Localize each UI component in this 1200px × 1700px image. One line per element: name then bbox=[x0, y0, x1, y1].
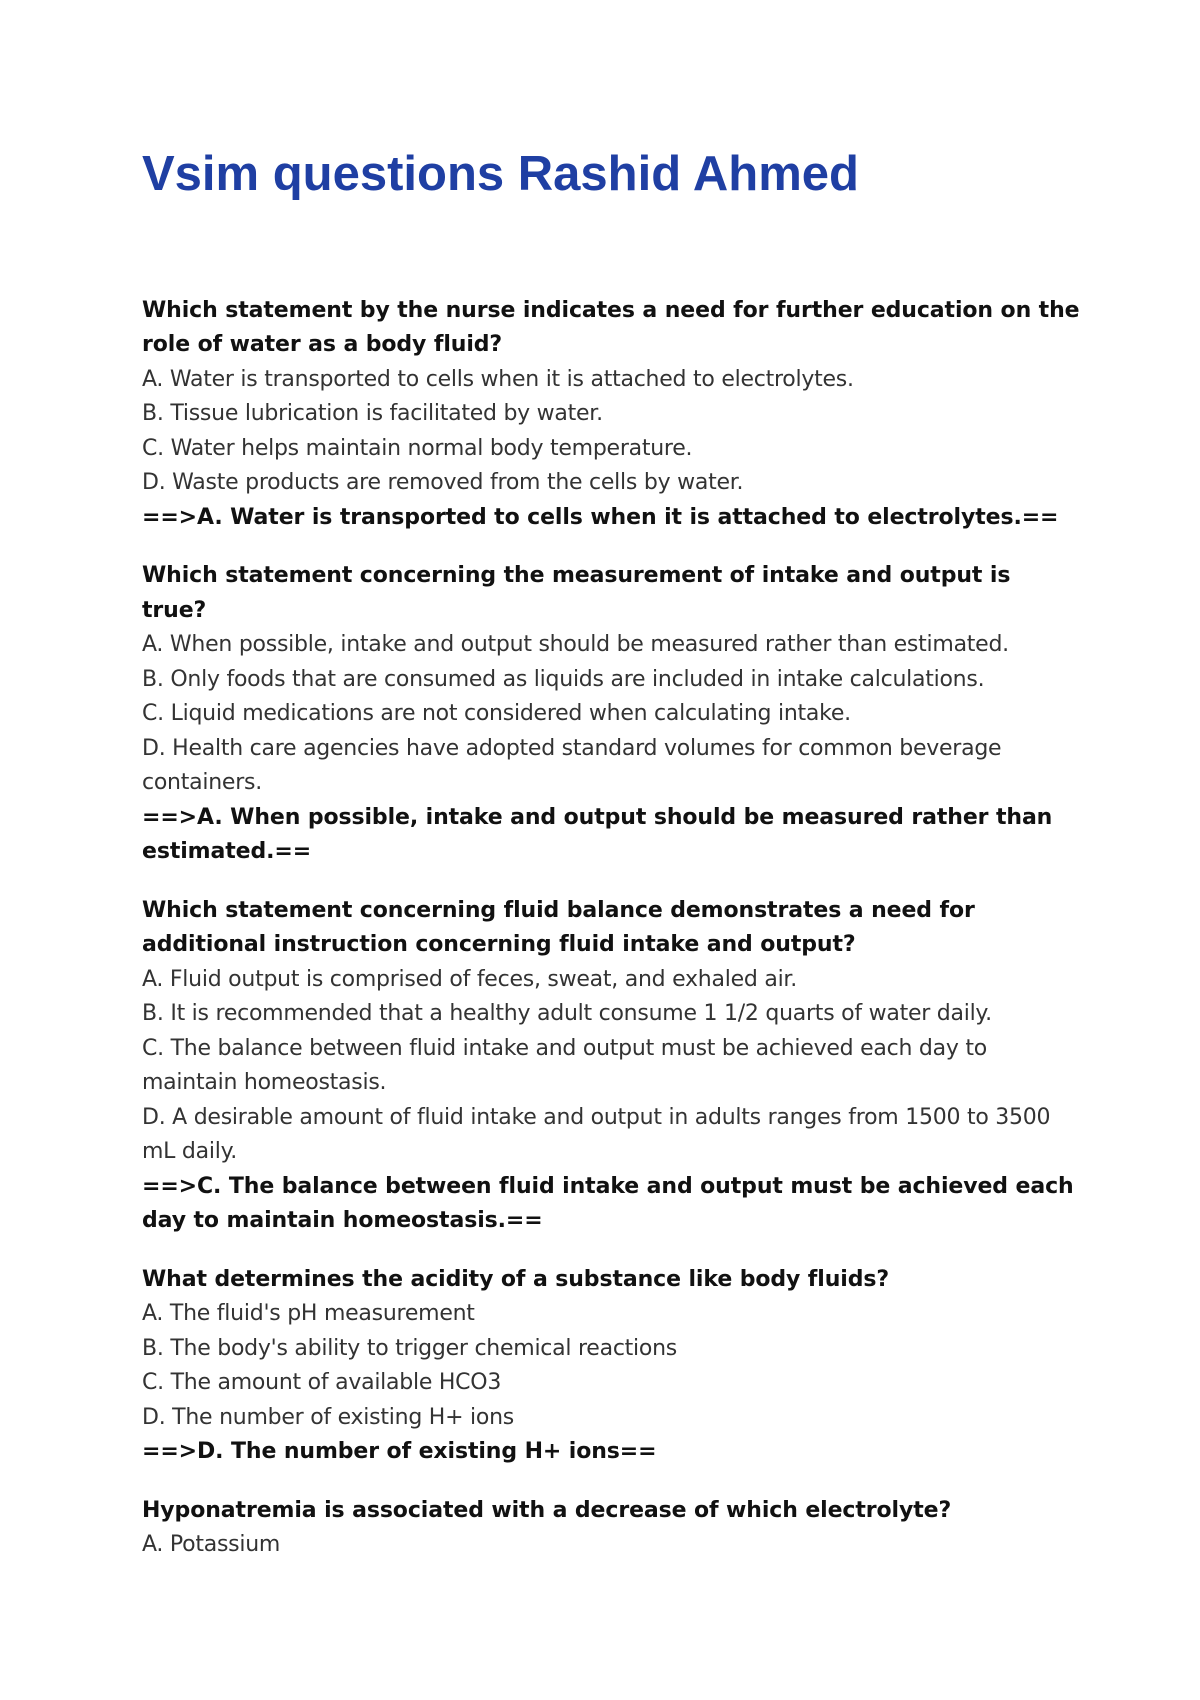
question-text: What determines the acidity of a substance like body fluids? bbox=[142, 1266, 890, 1292]
option-a: A. Water is transported to cells when it is attached to electrolytes. bbox=[142, 366, 854, 392]
question-text: Which statement by the nurse indicates a need for further education on the role of water as a body fluid? bbox=[142, 297, 1080, 358]
option-b: B. The body's ability to trigger chemical reactions bbox=[142, 1335, 678, 1361]
option-c: C. Liquid medications are not considered when calculating intake. bbox=[142, 701, 851, 727]
question-text: Hyponatremia is associated with a decrease of which electrolyte? bbox=[142, 1497, 952, 1523]
document-title: Vsim questions Rashid Ahmed bbox=[142, 147, 859, 201]
option-c: C. Water helps maintain normal body temperature. bbox=[142, 435, 693, 461]
question-block-5 bbox=[142, 1494, 1080, 1563]
question-text: Which statement concerning the measurement of intake and output is true? bbox=[142, 563, 1011, 623]
option-a: A. When possible, intake and output should be measured rather than estimated. bbox=[142, 632, 1009, 658]
correct-answer: ==>A. Water is transported to cells when it is attached to electrolytes.== bbox=[142, 504, 1059, 530]
option-a: A. The fluid's pH measurement bbox=[142, 1301, 475, 1327]
answer-options bbox=[142, 628, 1080, 801]
answer-options bbox=[142, 1528, 1080, 1563]
option-d: D. Waste products are removed from the cells by water. bbox=[142, 470, 744, 496]
answer-options bbox=[142, 1297, 1080, 1435]
option-d: D. The number of existing H+ ions bbox=[142, 1404, 514, 1430]
question-text: Which statement concerning fluid balance demonstrates a need for additional instruction concerning fluid intake and output? bbox=[142, 897, 975, 958]
question-block-3 bbox=[142, 894, 1080, 1239]
correct-answer: ==>C. The balance between fluid intake and output must be achieved each day to maintain homeostasis.== bbox=[142, 1173, 1074, 1234]
question-block-1 bbox=[142, 294, 1080, 536]
question-block-4 bbox=[142, 1263, 1080, 1470]
question-block-2 bbox=[142, 559, 1080, 870]
correct-answer: ==>D. The number of existing H+ ions== bbox=[142, 1439, 657, 1465]
option-d: D. Health care agencies have adopted standard volumes for common beverage containers. bbox=[142, 735, 1002, 796]
option-d: D. A desirable amount of fluid intake and output in adults ranges from 1500 to 3500 mL daily. bbox=[142, 1104, 1051, 1165]
option-b: B. Tissue lubrication is facilitated by water. bbox=[142, 401, 603, 427]
answer-options bbox=[142, 963, 1080, 1170]
correct-answer: ==>A. When possible, intake and output should be measured rather than estimated.== bbox=[142, 804, 1053, 865]
option-c: C. The amount of available HCO3 bbox=[142, 1370, 502, 1396]
option-b: B. Only foods that are consumed as liquids are included in intake calculations. bbox=[142, 666, 985, 692]
option-b: B. It is recommended that a healthy adult consume 1 1/2 quarts of water daily. bbox=[142, 1001, 992, 1027]
answer-options bbox=[142, 363, 1080, 501]
option-c: C. The balance between fluid intake and output must be achieved each day to maintain homeostasis. bbox=[142, 1035, 987, 1096]
option-a: A. Potassium bbox=[142, 1532, 281, 1558]
option-a: A. Fluid output is comprised of feces, sweat, and exhaled air. bbox=[142, 966, 797, 992]
